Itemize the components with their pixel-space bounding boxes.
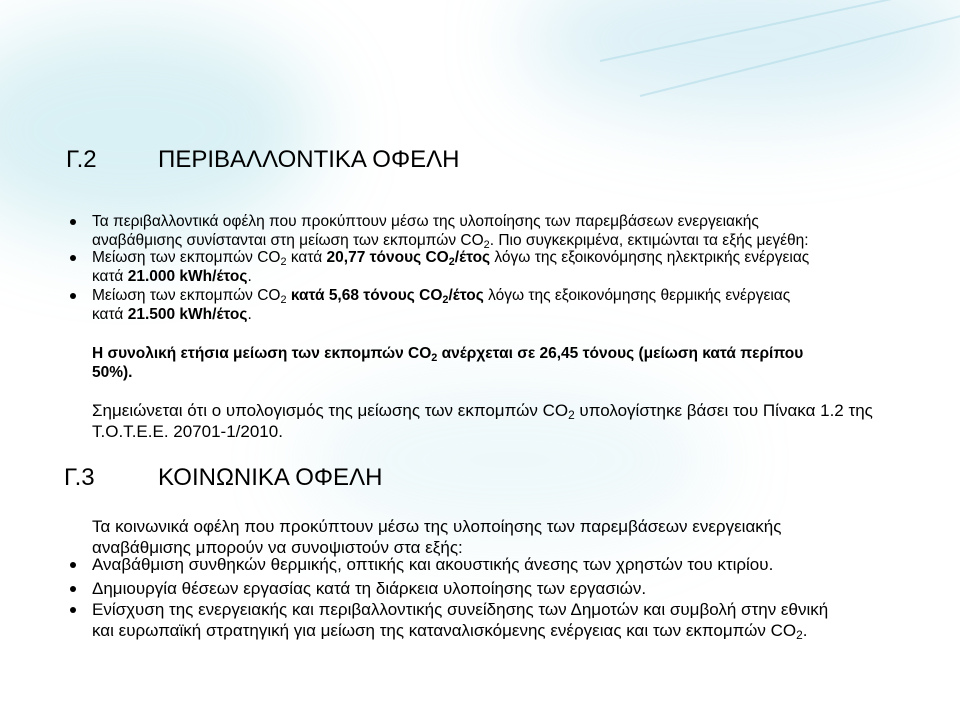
intro-line-2: αναβάθμισης συνίστανται στη μείωση των εκπομπών $CO_2$. Πιο συγκεκριμένα, εκτιμώνται τα εξής μεγέθη:: [92, 232, 809, 251]
calculation-note: [92, 400, 902, 442]
note-line-2: Τ.Ο.Τ.Ε.Ε. 20701-1/2010.: [92, 422, 283, 441]
bullet-marker: [70, 586, 76, 592]
bullet-marker: [70, 293, 76, 299]
section-g3-title: ΚΟΙΝΩΝΙΚΑ ΟΦΕΛΗ: [158, 464, 383, 491]
co2-thermal-reduction-item: [92, 286, 902, 324]
social-benefit-item: Αναβάθμιση συνθηκών θερμικής, οπτικής και ακουστικής άνεσης των χρηστών του κτιρίου.: [92, 555, 774, 574]
item-line-2: και ευρωπαϊκή στρατηγική για μείωση της καταναλισκόμενης ενέργειας και των εκπομπών $CO_2$.: [92, 621, 808, 642]
section-g2-number: Γ.2: [66, 146, 97, 173]
intro-line-1: Τα περιβαλλοντικά οφέλη που προκύπτουν μέσω της υλοποίησης των παρεμβάσεων ενεργειακής: [92, 213, 759, 230]
section-g2-intro: [92, 212, 902, 250]
item-line-1: Ενίσχυση της ενεργειακής και περιβαλλοντικής συνείδησης των Δημοτών και συμβολή στην εθνική: [92, 600, 829, 619]
social-benefit-item: Δημιουργία θέσεων εργασίας κατά τη διάρκεια υλοποίησης των εργασιών.: [92, 579, 647, 598]
bullet-marker: [70, 562, 76, 568]
summary-line-1: Η συνολική ετήσια μείωση των εκπομπών $CO_2$ ανέρχεται σε 26,45 τόνους (μείωση κατά περίπου: [92, 345, 804, 364]
intro-line-1: Τα κοινωνικά οφέλη που προκύπτουν μέσω της υλοποίησης των παρεμβάσεων ενεργειακής: [92, 517, 782, 536]
section-g3-number: Γ.3: [64, 464, 95, 491]
item-line-1: Μείωση των εκπομπών $CO_2$ κατά 5,68 τόνους $CO_2$/έτος λόγω της εξοικονόμησης θερμικής ενέργειας: [92, 287, 791, 306]
bullet-marker: [70, 607, 76, 613]
section-g3-intro: [92, 516, 902, 558]
item-line-2: κατά 21.000 kWh/έτος.: [92, 268, 252, 285]
item-line-1: Μείωση των εκπομπών $CO_2$ κατά 20,77 τόνους $CO_2$/έτος λόγω της εξοικονόμησης ηλεκτρικής ενέργειας: [92, 249, 810, 268]
summary-line-2: 50%).: [92, 364, 133, 381]
total-reduction-summary: [92, 344, 902, 382]
item-line-2: κατά 21.500 kWh/έτος.: [92, 306, 252, 323]
bullet-marker: [70, 219, 76, 225]
social-benefit-item: [92, 599, 902, 641]
co2-electric-reduction-item: [92, 248, 902, 286]
intro-line-2: αναβάθμισης μπορούν να συνοψιστούν στα εξής:: [92, 538, 463, 557]
bullet-marker: [70, 255, 76, 261]
note-line-1: Σημειώνεται ότι ο υπολογισμός της μείωσης των εκπομπών $CO_2$ υπολογίστηκε βάσει του Πίνακα 1.2 της: [92, 401, 873, 422]
section-g2-title: ΠΕΡΙΒΑΛΛΟΝΤΙΚΑ ΟΦΕΛΗ: [158, 146, 460, 173]
